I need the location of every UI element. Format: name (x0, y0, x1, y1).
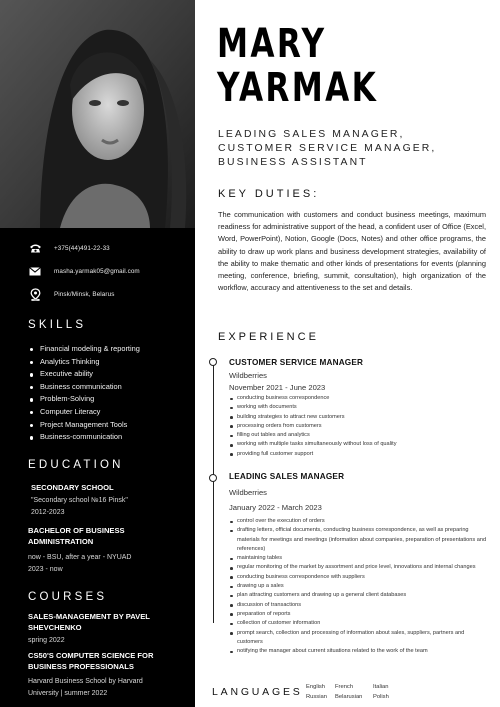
list-item: Executive ability (30, 368, 190, 381)
language-item: Polish (373, 694, 389, 700)
job-roles (218, 128, 436, 170)
education-school: now - BSU, after a year - NYUAD (28, 554, 132, 561)
list-item: maintaining tables (229, 554, 487, 563)
job-period: November 2021 - June 2023 (229, 383, 326, 392)
duties-heading: KEY DUTIES: (218, 188, 320, 200)
first-name: MARY (217, 21, 327, 67)
email-address: masha.yarmak05@gmail.com (54, 267, 140, 275)
job-period: January 2022 - March 2023 (229, 503, 322, 512)
education-years: 2023 - now (28, 565, 63, 573)
education-heading: EDUCATION (28, 459, 124, 471)
list-item: working with multiple tasks simultaneously without loss of quality (229, 440, 487, 449)
role-line: CUSTOMER SERVICE MANAGER, (218, 143, 437, 154)
email-icon (28, 265, 42, 277)
list-item: Computer Literacy (30, 406, 190, 419)
list-item: Problem-Solving (30, 393, 190, 406)
profile-photo (0, 0, 195, 228)
language-item: French (335, 684, 354, 690)
language-item: Russian (306, 694, 327, 700)
job-title: LEADING SALES MANAGER (229, 472, 345, 481)
job-company: Wildberries (229, 371, 267, 380)
course-title: BUSINESS PROFESSIONALS (28, 662, 134, 671)
list-item: Business-communication (30, 431, 190, 444)
course-title: SALES-MANAGEMENT BY PAVEL (28, 612, 150, 621)
languages-heading: LANGUAGES (212, 686, 303, 698)
course-date: spring 2022 (28, 637, 65, 644)
location-text: Pinsk/Minsk, Belarus (54, 290, 115, 298)
course-item (28, 650, 188, 699)
job-entry (229, 472, 487, 656)
list-item: conducting business correspondence (229, 394, 487, 403)
sidebar (0, 0, 195, 707)
task-list (229, 394, 487, 459)
experience-heading: EXPERIENCE (218, 331, 319, 343)
timeline-dot (209, 474, 217, 482)
course-provider: Harvard Business School by Harvard (28, 678, 143, 685)
list-item: building strategies to attract new customers (229, 413, 487, 422)
job-company: Wildberries (229, 488, 267, 497)
timeline-line (213, 361, 214, 623)
list-item: plan attracting customers and drawing up a general client databases (229, 591, 487, 600)
list-item: processing orders from customers (229, 422, 487, 431)
list-item: working with documents (229, 403, 487, 412)
role-line: LEADING SALES MANAGER, (218, 129, 405, 140)
list-item: Financial modeling & reporting (30, 343, 190, 356)
list-item: filling out tables and analytics (229, 431, 487, 440)
language-item: English (306, 684, 326, 690)
list-item: drafting letters, official documents, conducting business correspondence, as well as preparing materials for meetings and meetings (information about companies, preparation of presentations and references) (229, 526, 487, 554)
phone-number: +375(44)491-22-33 (54, 244, 110, 252)
education-item (28, 525, 188, 575)
task-list (229, 517, 487, 656)
list-item: notifying the manager about current situations related to the work of the team (229, 647, 487, 656)
course-date: University | summer 2022 (28, 689, 108, 697)
course-title: CS50'S COMPUTER SCIENCE FOR (28, 651, 154, 660)
list-item: regular monitoring of the market by assortment and price level, innovations and internal changes (229, 563, 487, 572)
course-title: SHEVCHENKO (28, 623, 82, 632)
contact-email (28, 265, 188, 277)
list-item: drawing up a sales (229, 582, 487, 591)
education-school: "Secondary school №16 Pinsk" (31, 497, 128, 504)
timeline-dot (209, 358, 217, 366)
list-item: Analytics Thinking (30, 356, 190, 369)
skills-heading: SKILLS (28, 319, 87, 331)
list-item: preparation of reports (229, 610, 487, 619)
job-title: CUSTOMER SERVICE MANAGER (229, 358, 364, 367)
job-entry (229, 358, 487, 459)
list-item: prompt search, collection and processing of information about sales, suppliers, partners and customers (229, 629, 487, 648)
education-item (28, 482, 188, 518)
education-title: BACHELOR OF BUSINESS (28, 526, 125, 535)
skills-list (30, 343, 190, 444)
location-pin-icon (28, 288, 42, 300)
list-item: Business communication (30, 381, 190, 394)
list-item: control over the execution of orders (229, 517, 487, 526)
list-item: discussion of transactions (229, 601, 487, 610)
list-item: conducting business correspondence with suppliers (229, 573, 487, 582)
contact-location (28, 288, 188, 300)
education-title: ADMINISTRATION (28, 537, 94, 546)
list-item: collection of customer information (229, 619, 487, 628)
phone-icon (28, 242, 42, 254)
language-item: Belarusian (335, 694, 363, 700)
list-item: Project Management Tools (30, 419, 190, 432)
course-item (28, 611, 188, 647)
list-item: providing full customer support (229, 450, 487, 459)
person-name (217, 22, 378, 110)
duties-text: The communication with customers and conduct business meetings, maximum readiness for administrative support of the head, a confident user of Office (Excel, Word, PowerPoint), Notion, Google (Docs, Notes) and other office programs, the ability to draw up work plans and business development strategies, availability of the ability to make thematic and other kinds of presentations for events (planning meeting, conference, briefing, summit, consultation), high organization of the workflow, accuracy and attentiveness to the set and details. (218, 210, 486, 293)
last-name: YARMAK (217, 65, 379, 111)
contact-phone (28, 242, 188, 254)
language-item: Italian (373, 684, 389, 690)
role-line: BUSINESS ASSISTANT (218, 157, 368, 168)
education-title: SECONDARY SCHOOL (31, 483, 114, 492)
education-years: 2012-2023 (31, 508, 65, 516)
courses-heading: COURSES (28, 591, 108, 603)
